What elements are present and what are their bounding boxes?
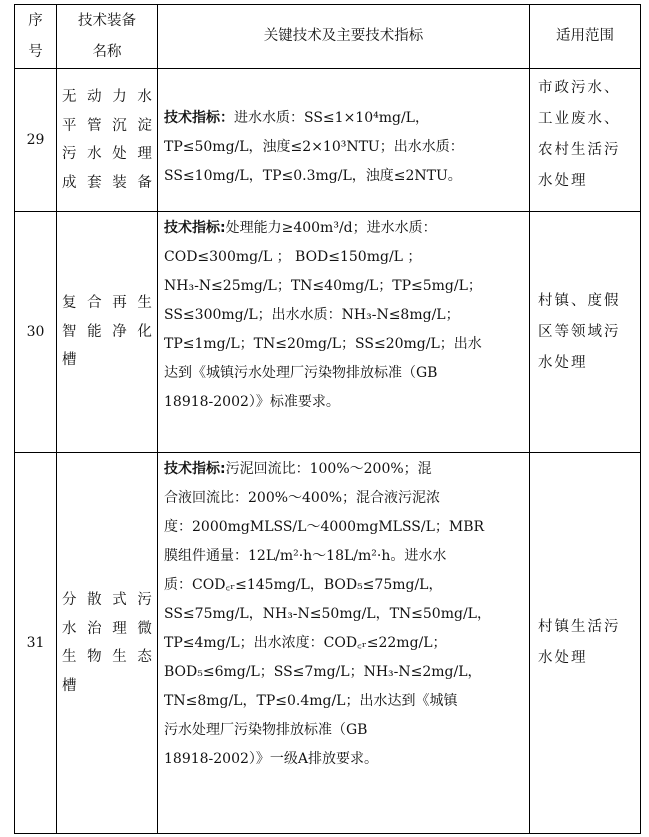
header-equipment-name [57, 5, 158, 69]
row-number: 29 [15, 69, 57, 212]
scope-line: 市政污水、 [538, 80, 621, 96]
indicator-line: 污水处理厂污染物排放标准（GB [164, 722, 368, 738]
indicator-line: SS≤75mg/L，NH₃-N≤50mg/L，TN≤50mg/L， [164, 606, 491, 622]
indicator-line: 18918-2002）》一级A排放要求。 [164, 751, 379, 767]
equipment-name-line: 智 能 净 化 [62, 323, 155, 340]
indicator-line: TP≤4mg/L；出水浓度：COD꜀ᵣ≤22mg/L； [164, 635, 447, 651]
equipment-name-line: 槽 [62, 677, 80, 694]
scope-line: 水处理 [538, 173, 588, 189]
indicator-line: 进水水质：SS≤1×10⁴mg/L， [234, 109, 429, 126]
indicator-line: 合液回流比：200%～400%；混合液污泥浓 [164, 490, 441, 506]
equipment-name-line: 成 套 装 备 [62, 174, 155, 191]
scope-line: 村镇生活污 [538, 619, 621, 635]
technical-indicators [158, 69, 530, 212]
application-scope [530, 69, 641, 212]
equipment-name-line: 污 水 处 理 [62, 146, 155, 162]
application-scope [530, 212, 641, 453]
indicator-line: 质：COD꜀ᵣ≤145mg/L，BOD₅≤75mg/L， [164, 577, 443, 593]
equipment-name [57, 212, 158, 453]
equipment-name-line: 复 合 再 生 [62, 295, 155, 312]
indicator-line: 达到《城镇污水处理厂污染物排放标准（GB [164, 365, 438, 381]
indicator-line: SS≤300mg/L；出水水质：NH₃-N≤8mg/L； [164, 307, 460, 323]
equipment-name-line: 无 动 力 水 [62, 89, 155, 105]
indicator-line: TP≤50mg/L，浊度≤2×10³NTU；出水水质： [164, 138, 464, 155]
equipment-name-line: 分 散 式 污 [62, 592, 155, 608]
equipment-name-line: 水 治 理 微 [62, 620, 155, 637]
header-application-scope: 适用范围 [530, 5, 641, 69]
technical-indicators [158, 212, 530, 453]
application-scope [530, 453, 641, 834]
scope-line: 村镇、度假 [538, 292, 621, 309]
scope-line: 工业废水、 [538, 111, 621, 127]
indicator-line: 度：2000mgMLSS/L～4000mgMLSS/L；MBR [164, 519, 485, 535]
indicator-line: NH₃-N≤25mg/L；TN≤40mg/L；TP≤5mg/L； [164, 278, 482, 294]
indicator-line: 膜组件通量：12L/m²·h～18L/m²·h。进水水 [164, 548, 447, 564]
row-number: 31 [15, 453, 57, 834]
table-row [15, 69, 641, 212]
indicator-label: 技术指标: [164, 220, 226, 236]
indicator-line: BOD₅≤6mg/L；SS≤7mg/L；NH₃-N≤2mg/L， [164, 664, 482, 680]
row-number: 30 [15, 212, 57, 453]
table-row [15, 212, 641, 453]
equipment-name-line: 槽 [62, 352, 80, 369]
indicator-line: TN≤8mg/L，TP≤0.4mg/L；出水达到《城镇 [164, 693, 458, 709]
table-header-row [15, 5, 641, 69]
indicator-label: 技术指标: [164, 461, 226, 477]
scope-line: 农村生活污 [538, 142, 621, 158]
technical-indicators [158, 453, 530, 834]
indicator-line: 处理能力≥400m³/d；进水水质： [225, 220, 437, 236]
indicator-line: 污泥回流比：100%～200%；混 [225, 461, 432, 477]
indicator-line: TP≤1mg/L；TN≤20mg/L；SS≤20mg/L；出水 [164, 336, 482, 352]
scope-line: 区等领域污 [538, 323, 621, 340]
scope-line: 水处理 [538, 354, 588, 371]
indicator-line: 18918-2002）》标准要求。 [164, 394, 340, 410]
header-equipment-line2: 名称 [92, 43, 122, 60]
equipment-name [57, 69, 158, 212]
table-row [15, 453, 641, 834]
equipment-name-line: 平 管 沉 淀 [62, 117, 155, 134]
technology-table [14, 4, 641, 834]
header-serial-line1: 序 [28, 12, 43, 29]
header-serial-number [15, 5, 57, 69]
indicator-line: COD≤300mg/L ； BOD≤150mg/L ； [164, 249, 422, 265]
header-key-technology: 关键技术及主要技术指标 [158, 5, 530, 69]
equipment-name [57, 453, 158, 834]
indicator-label: 技术指标： [164, 109, 234, 126]
equipment-name-line: 生 物 生 态 [62, 649, 155, 665]
header-serial-line2: 号 [28, 43, 43, 60]
scope-line: 水处理 [538, 650, 588, 666]
indicator-line: SS≤10mg/L，TP≤0.3mg/L，浊度≤2NTU。 [164, 167, 462, 184]
header-equipment-line1: 技术装备 [78, 12, 136, 29]
